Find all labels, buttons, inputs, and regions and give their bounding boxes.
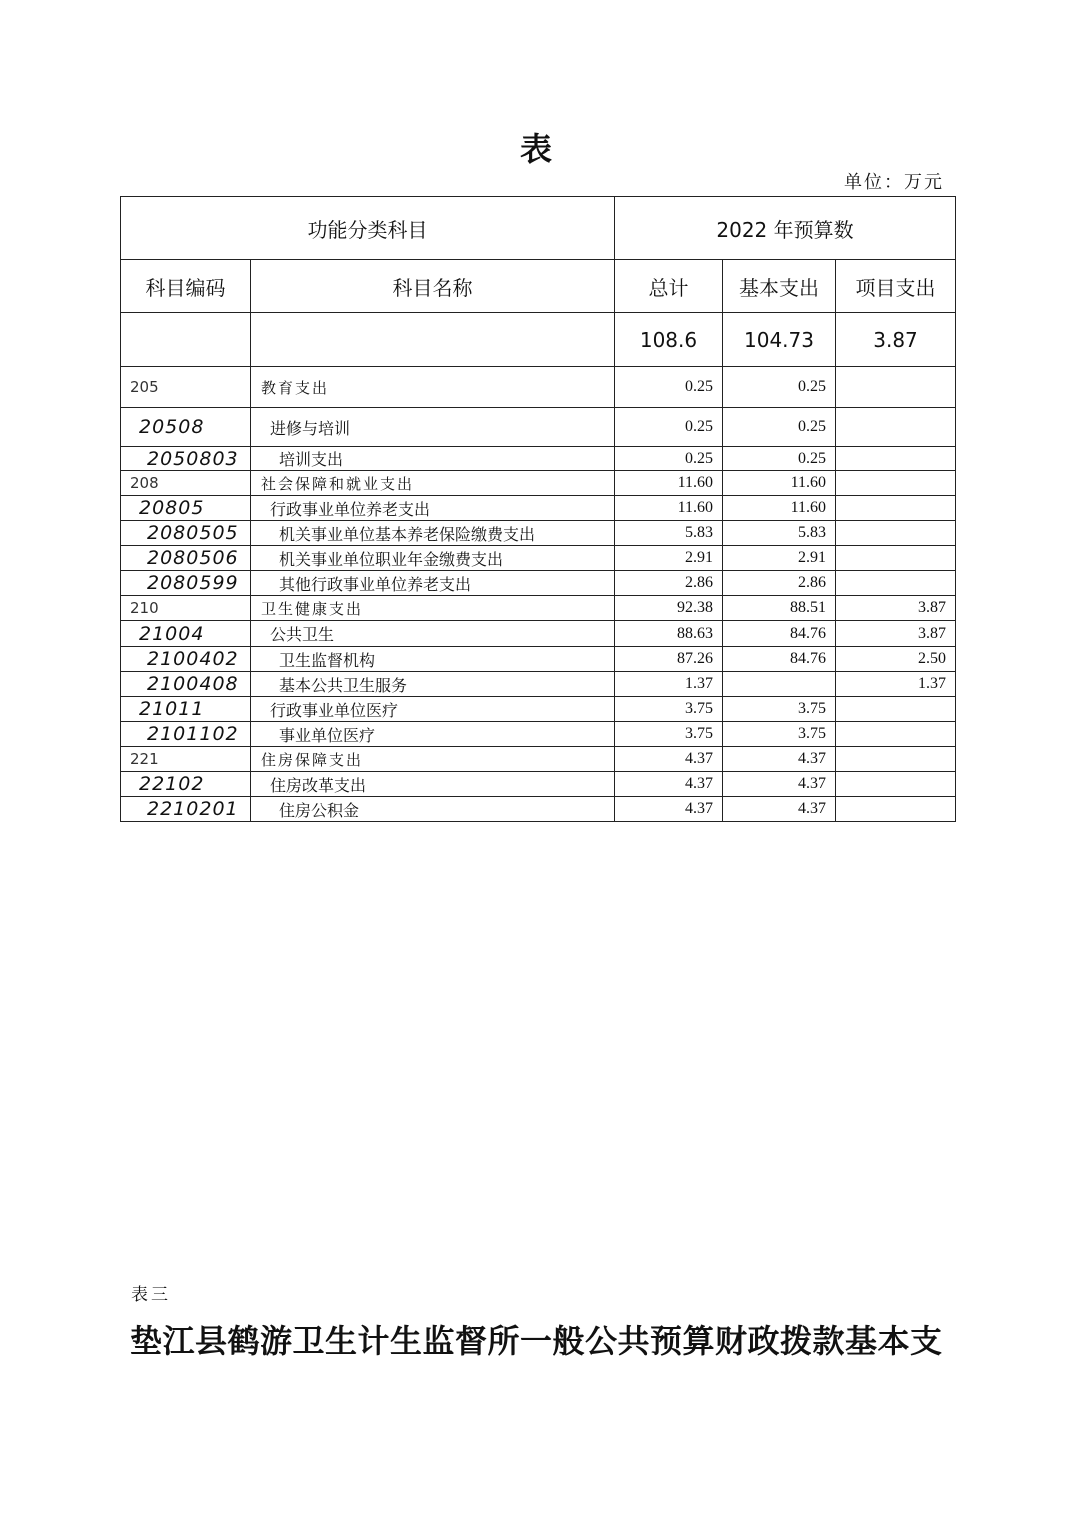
next-section-label: 表三 (131, 1285, 171, 1305)
cell-total: 2.86 (615, 571, 723, 596)
header-project-expenditure: 项目支出 (836, 260, 956, 313)
cell-basic: 0.25 (723, 367, 836, 408)
cell-basic: 4.37 (723, 772, 836, 797)
cell-code: 20508 (121, 408, 251, 447)
cell-total: 11.60 (615, 496, 723, 521)
cell-total: 4.37 (615, 772, 723, 797)
table-row (121, 496, 956, 521)
cell-total: 1.37 (615, 672, 723, 697)
table-row (121, 747, 956, 772)
cell-basic (723, 672, 836, 697)
cell-name: 事业单位医疗 (251, 722, 615, 747)
cell-code: 2100402 (121, 647, 251, 672)
cell-total: 0.25 (615, 408, 723, 447)
table-row (121, 772, 956, 797)
cell-basic: 11.60 (723, 496, 836, 521)
totals-project: 3.87 (836, 313, 956, 367)
cell-total: 5.83 (615, 521, 723, 546)
cell-basic: 3.75 (723, 697, 836, 722)
totals-row (121, 313, 956, 367)
totals-total: 108.6 (615, 313, 723, 367)
cell-code: 210 (121, 596, 251, 621)
cell-total: 87.26 (615, 647, 723, 672)
cell-basic: 84.76 (723, 647, 836, 672)
cell-name: 住房公积金 (251, 797, 615, 822)
cell-total: 4.37 (615, 747, 723, 772)
header-basic-expenditure: 基本支出 (723, 260, 836, 313)
table-row (121, 408, 956, 447)
cell-name: 卫生健康支出 (251, 596, 615, 621)
cell-code: 2210201 (121, 797, 251, 822)
cell-project: 2.50 (836, 647, 956, 672)
table-row (121, 722, 956, 747)
cell-name: 公共卫生 (251, 621, 615, 647)
cell-code: 2101102 (121, 722, 251, 747)
cell-name: 行政事业单位养老支出 (251, 496, 615, 521)
cell-basic: 4.37 (723, 797, 836, 822)
totals-basic: 104.73 (723, 313, 836, 367)
cell-total: 92.38 (615, 596, 723, 621)
totals-code (121, 313, 251, 367)
cell-code: 2100408 (121, 672, 251, 697)
cell-basic: 0.25 (723, 408, 836, 447)
header-group-row (121, 197, 956, 260)
cell-basic: 5.83 (723, 521, 836, 546)
cell-name: 住房保障支出 (251, 747, 615, 772)
next-section-title: 垫江县鹤游卫生计生监督所一般公共预算财政拨款基本支 (130, 1322, 943, 1360)
cell-code: 205 (121, 367, 251, 408)
cell-total: 3.75 (615, 722, 723, 747)
cell-name: 培训支出 (251, 447, 615, 471)
cell-code: 221 (121, 747, 251, 772)
cell-project: 3.87 (836, 596, 956, 621)
header-functional-classification: 功能分类科目 (121, 197, 615, 260)
cell-project (836, 408, 956, 447)
cell-basic: 3.75 (723, 722, 836, 747)
cell-project (836, 546, 956, 571)
cell-code: 20805 (121, 496, 251, 521)
cell-project (836, 521, 956, 546)
cell-project: 1.37 (836, 672, 956, 697)
cell-total: 3.75 (615, 697, 723, 722)
cell-name: 机关事业单位基本养老保险缴费支出 (251, 521, 615, 546)
header-total: 总计 (615, 260, 723, 313)
cell-project (836, 722, 956, 747)
cell-basic: 4.37 (723, 747, 836, 772)
cell-project (836, 447, 956, 471)
cell-basic: 88.51 (723, 596, 836, 621)
table-title: 表 (519, 130, 554, 168)
table-row (121, 471, 956, 496)
cell-code: 22102 (121, 772, 251, 797)
cell-code: 2080506 (121, 546, 251, 571)
cell-code: 21011 (121, 697, 251, 722)
table-row (121, 797, 956, 822)
cell-project (836, 697, 956, 722)
cell-total: 11.60 (615, 471, 723, 496)
table-row (121, 596, 956, 621)
cell-total: 88.63 (615, 621, 723, 647)
cell-name: 进修与培训 (251, 408, 615, 447)
unit-label: 单位：万元 (844, 172, 944, 193)
cell-project (836, 772, 956, 797)
cell-code: 2080505 (121, 521, 251, 546)
cell-basic: 0.25 (723, 447, 836, 471)
cell-basic: 2.86 (723, 571, 836, 596)
header-subject-name: 科目名称 (251, 260, 615, 313)
cell-project (836, 797, 956, 822)
cell-name: 卫生监督机构 (251, 647, 615, 672)
table-row (121, 647, 956, 672)
cell-basic: 84.76 (723, 621, 836, 647)
table-row (121, 621, 956, 647)
header-subject-code: 科目编码 (121, 260, 251, 313)
cell-total: 2.91 (615, 546, 723, 571)
cell-code: 21004 (121, 621, 251, 647)
cell-name: 基本公共卫生服务 (251, 672, 615, 697)
cell-total: 0.25 (615, 367, 723, 408)
cell-name: 社会保障和就业支出 (251, 471, 615, 496)
cell-basic: 11.60 (723, 471, 836, 496)
table-row (121, 367, 956, 408)
table-row (121, 571, 956, 596)
cell-project: 3.87 (836, 621, 956, 647)
table-row (121, 447, 956, 471)
table-row (121, 672, 956, 697)
header-columns-row (121, 260, 956, 313)
cell-total: 4.37 (615, 797, 723, 822)
cell-name: 机关事业单位职业年金缴费支出 (251, 546, 615, 571)
cell-name: 其他行政事业单位养老支出 (251, 571, 615, 596)
totals-name (251, 313, 615, 367)
cell-project (836, 571, 956, 596)
cell-code: 2080599 (121, 571, 251, 596)
cell-basic: 2.91 (723, 546, 836, 571)
cell-total: 0.25 (615, 447, 723, 471)
budget-table (120, 196, 956, 822)
cell-name: 教育支出 (251, 367, 615, 408)
cell-project (836, 496, 956, 521)
cell-code: 208 (121, 471, 251, 496)
cell-code: 2050803 (121, 447, 251, 471)
cell-name: 住房改革支出 (251, 772, 615, 797)
table-row (121, 546, 956, 571)
cell-project (836, 471, 956, 496)
header-budget-year: 2022 年预算数 (615, 197, 956, 260)
cell-project (836, 367, 956, 408)
cell-name: 行政事业单位医疗 (251, 697, 615, 722)
table-row (121, 697, 956, 722)
cell-project (836, 747, 956, 772)
table-row (121, 521, 956, 546)
